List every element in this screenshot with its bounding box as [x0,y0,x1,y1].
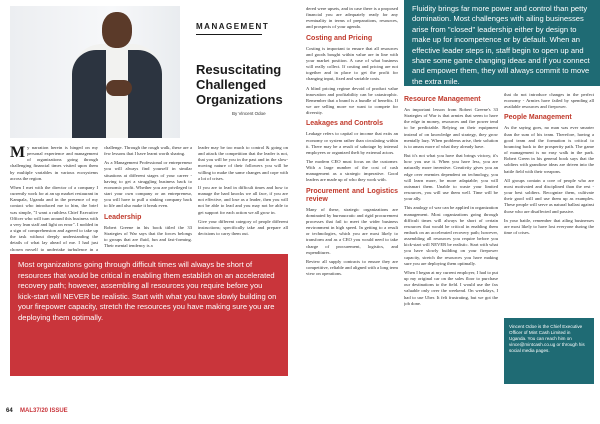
pull-quote-left: Most organizations going through difficult times will always be short of resources that would be critical in enabling them establish on an accelerated recovery path; however, assembling all resources you require before you kick-start will NEVER be realistic. Start with what you have slowly building on your firepower capacity, stretch the resources you have making sure you are deploying them optimally. [10,254,288,376]
column-4 [306,6,398,396]
section-tag: MANAGEMENT [196,22,270,31]
col6-p2: But it's not what you have that brings victory, it's how you use it. When you have less, you are naturally more inventive. Creativity gives you an edge over enemies dependent on technology, you will learn more, be more adaptable; you will outsmart them. Unable to waste your limited resources, you will use them well. Time will be your ally. [404,153,498,202]
col4-p4: Leakage refers to capital or income that exits an economy or system rather than circulating within it. There may be a result of sabotage by internal employees or organized theft by external actors. [306,131,398,155]
drop-cap: M [10,145,26,161]
byline: By Vincent Odoe [232,111,266,116]
person-jacket-left [72,50,106,138]
col3-p2: If you are to lead in difficult times and how to manage the hard knocks we all face, if you are not effective, and lose as a leader, then you will not be able to lead and you may not be able to get support for each action we all grow in. [198,184,288,215]
col5-p2: Many of these, strategic organizations are dominated by bureaucratic and rigid procurement processes that fail to meet the wider business environment in high speed. In getting to a result or technologies, which you are most likely to transform and as a CEO you would need to take charge of procurement, logistics, and expenditures. [306,206,398,255]
column-3-continued [198,380,288,400]
col5-p3: Review all supply contracts to ensure they are competitive, reliable and aligned with a long term view on operations. [306,258,398,277]
col3-p3: Give your different category of people different instructions; specifically take and prepare all decisions to carry them out. [198,218,288,237]
article-title: Resuscitating Challenged Organizations [196,62,283,107]
col1-p1: y narration herein is hinged on my personal experience and management of organizations going through challenging financial times visited upon them by multiple variables in various ecosystems across the region. [10,145,98,181]
col7-p2: As the saying goes, no man was ever smarter than the sum of his team. Therefore, having a good team and the formation is critical to bouncing back to the prosperity path. The game of management is no easy walk in the park. Robert Green in his general book says that the soldiers with grandiose ideas are driven into the battle field with their weapons. [504,125,594,174]
page-number: 64 [6,408,13,414]
heading-people-management: People Management [504,114,572,122]
col6-p3: This analogy of war can be applied in organization management. Most organizations going through difficult times will always be short of certain resources that would be critical in enabling them embark on an accelerated recovery path; however, assembling all resources you require before you kick-start will NEVER be realistic. Start with what you have slowly building on your firepower capacity, stretch the resources you have making sure you are deploying them optimally. [404,205,498,266]
column-6 [404,92,498,396]
col4-p2: Costing is important to ensure that all resources and goods bought within value are in line with your market position. A case of what business will really collect. If costing and pricing are not together and in place to get the profit for changing input, fixed and variable costs. [306,45,398,82]
person-head [102,12,132,48]
section-divider [196,34,262,35]
pull-quote-right: Fluidity brings far more power and control than petty domination. Most challenges with ailing businesses arise from "closed" leadership either by design to make up for incompetence or by default. When an effective leader steps in, staff begin to open up and share some game changing ideas and if you connect and empower them, they will always commit to move the extra mile. [404,0,600,86]
col2-p1: challenge. Through the rough walk, these are a few lessons that I have learnt worth sharing. [104,145,192,157]
col4-p3: A blind pricing regime devoid of product value innovation and profitability can be catastrophic. Remember that a brand is a bundle of benefits. If we are selling more we want to compete for diversity. [306,85,398,116]
person-arm [106,80,132,96]
column-7 [504,92,594,314]
col2-p2: As a Management Professional or entrepreneur you will always find yourself in similar situations at different stages of your career - having to get a struggling business back to economic profit. Whether you are privileged to start your own company or an entrepreneur, you will have to pull a sinking company back to life and also make it break even. [104,160,192,209]
author-photo [10,6,180,138]
column-2 [104,145,192,251]
heading-procurement: Procurement and Logistics review [306,187,398,203]
col7-p3: All groups contain a core of people who are most motivated and disciplined than the rest - your best soldiers. Recognize them, cultivate their good will and use them up as examples. These people will serve as natural ballast against those who are disaffected and passive. [504,177,594,214]
col4-p1: dered were upsets, and in case there is a proposed financial you are adequately ready for any eventuality in terms of preparations, resources, and prospects of your agenda. [306,6,398,30]
col1-p2: When I met with the director of a company I currently work for at an up market restaurant in Kampala, Uganda and in the presence of my contact who introduced me to him, the brief was simple, "I want a ruthless Chief Executive Officer who will turn around this business with a very lean staff and light on error". I nodded in a sign of comprehension and agreed to take up the task without deeply understanding the details of what lay ahead of me. I had just chosen myself to undertake turbulence in a [10,184,98,251]
heading-resource-management: Resource Management [404,96,481,103]
col6-p1: An important lesson from Robert Greene's 33 Strategies of War is that armies that seem to have the edge in money, resources and fire power tend to be predictable. Relying on their equipment instead of on knowledge and strategy, they grow mentally lazy. When problems arise, their solution is to amass more of what they already have. [404,107,498,149]
person-jacket-right [128,50,162,138]
col6-p4: When I began at my current employer, I had to put up my original car on the sales floor to purchase our destinations to the field. I would use the fax valuable only over the weekend. On weekdays, I had to use Uber. It felt frustrating, but we got the job done. [404,269,498,306]
author-bio: Vincent Odoe is the Chief Executive Officer of Mint Cash Limited in Uganda. You can reach him on vince@mintcash.co.ug or through his social media pages. [504,318,594,384]
col7-p1: that do not introduce changes in the perfect economy - Armies have failed by spending all available resources and firepower. [504,92,594,110]
heading-leadership: Leadership [104,213,142,221]
col2-p3: Robert Greene in his book titled the 33 Strategies of War says that the forces belongs to groups that are fluid, fun and fast-forming. Their mental tendency is a [104,224,192,249]
column-1 [10,145,98,251]
col7-p4: In your battle, remember that ailing businesses are most likely to have lost everyone during the time of crises. [504,217,594,235]
col3-p1: leader may be too much to control & going on and attack the competition that the leader is not, that you will be you in the past and in the slow-moving nature of their followers you will be willing to make the same changes and cope with a lot of crises. [198,145,288,181]
footer [0,402,600,424]
col5-p1: The modern CEO must focus on the customer. With a large number of the cost of cash management as a strategic imperative. Good leaders are made up of who they work with. [306,158,398,183]
column-3 [198,145,288,251]
heading-costing-pricing: Costing and Pricing [306,34,373,42]
heading-leakages-controls: Leakages and Controls [306,120,384,128]
issue-label: MAL37/20 ISSUE [20,408,68,414]
